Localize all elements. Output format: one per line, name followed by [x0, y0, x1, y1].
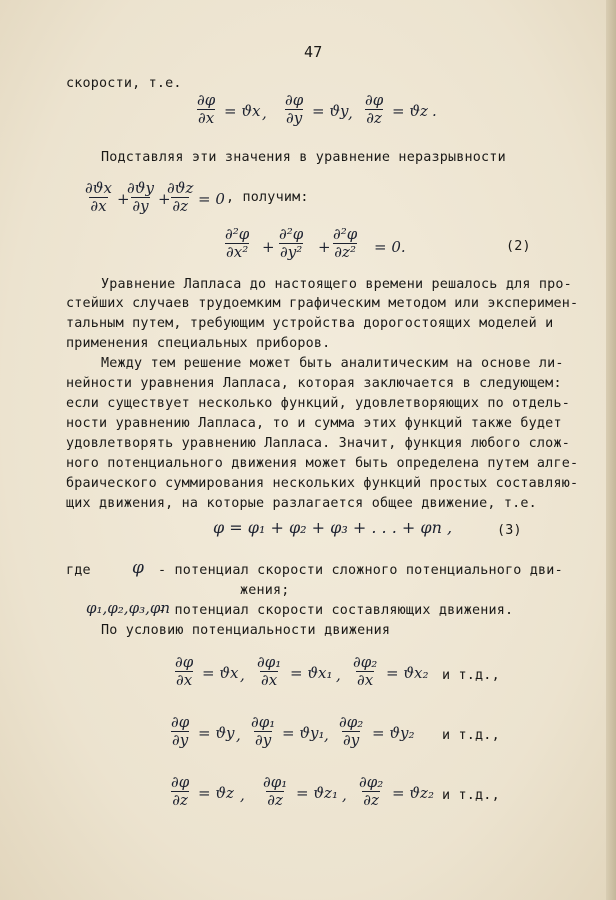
text-line: удовлетворять уравнению Лапласа. Значит, функция любого слож- — [66, 436, 570, 451]
formula-part: = ϑx — [202, 664, 239, 682]
numerator: ∂ϑz — [167, 179, 194, 197]
text-line: стейших случаев трудоемким графическим методом или эксперимен- — [66, 296, 579, 311]
fraction — [256, 654, 282, 689]
fraction — [166, 180, 194, 215]
fraction — [284, 92, 304, 127]
formula-part: = 0. — [374, 238, 406, 256]
text-line: Уравнение Лапласа до настоящего времени решалось для про- — [101, 277, 572, 292]
numerator: ∂φ₂ — [353, 653, 378, 671]
formula-part: = ϑy — [198, 724, 235, 742]
text-line: - потенциал скорости сложного потенциального дви- — [158, 563, 563, 578]
numerator: ∂φ — [197, 91, 216, 109]
denominator: ∂z — [363, 791, 379, 809]
fraction — [126, 180, 155, 215]
formula-part: = ϑx₁ — [290, 664, 333, 682]
text-line: - потенциал скорости составляющих движения. — [158, 603, 514, 618]
fraction — [278, 226, 304, 261]
denominator: ∂x — [357, 671, 374, 689]
formula-plus: + — [117, 190, 130, 208]
formula-part: = ϑz₁ — [296, 784, 338, 802]
text-line: По условию потенциальности движения — [101, 623, 391, 638]
text-line: если существует несколько функций, удовлетворяющих по отдель- — [66, 396, 570, 411]
text-line: нейности уравнения Лапласа, которая заключается в следующем: — [66, 376, 562, 391]
page-number: 47 — [304, 43, 323, 61]
text-line: ности уравнению Лапласа, то и сумма этих функций также будет — [66, 416, 562, 431]
phi-symbol: φ — [132, 558, 144, 578]
fraction — [332, 226, 358, 261]
text-line: ного потенциального движения может быть определена путем алге- — [66, 456, 579, 471]
fraction — [174, 654, 194, 689]
fraction — [352, 654, 378, 689]
denominator: ∂y — [255, 731, 272, 749]
text-line: жения; — [240, 583, 290, 598]
fraction — [84, 180, 113, 215]
formula-comma: , — [236, 726, 241, 744]
denominator: ∂y — [172, 731, 189, 749]
formula-part: = ϑx₂ — [386, 664, 429, 682]
formula-part: = ϑy₁ — [282, 724, 325, 742]
fraction — [358, 774, 384, 809]
numerator: ∂φ₁ — [257, 653, 282, 671]
formula-plus: + — [318, 238, 331, 256]
denominator: ∂z — [267, 791, 283, 809]
fraction — [170, 714, 190, 749]
numerator: ∂²φ — [279, 225, 304, 243]
denominator: ∂x — [90, 197, 107, 215]
numerator: ∂φ — [285, 91, 304, 109]
fraction — [364, 92, 384, 127]
formula-comma: , — [348, 104, 353, 122]
formula-comma: , — [240, 786, 245, 804]
numerator: ∂φ₂ — [359, 773, 384, 791]
denominator: ∂x — [176, 671, 193, 689]
text-line: браического суммирования нескольких функций простых составляю- — [66, 476, 579, 491]
formula-comma: , — [262, 104, 267, 122]
formula-comma: , — [240, 666, 245, 684]
formula-plus: + — [262, 238, 275, 256]
numerator: ∂φ — [365, 91, 384, 109]
text-line: применения специальных приборов. — [66, 336, 331, 351]
numerator: ∂φ — [171, 713, 190, 731]
denominator: ∂z² — [334, 243, 356, 261]
fraction — [196, 92, 216, 127]
fraction — [262, 774, 288, 809]
numerator: ∂²φ — [333, 225, 358, 243]
fraction — [338, 714, 364, 749]
numerator: ∂φ — [171, 773, 190, 791]
numerator: ∂ϑx — [85, 179, 112, 197]
denominator: ∂y — [132, 197, 149, 215]
formula-part: = ϑz₂ — [392, 784, 434, 802]
denominator: ∂x — [261, 671, 278, 689]
formula-part: = 0 — [198, 190, 225, 208]
formula-part: = ϑy₂ — [372, 724, 415, 742]
page-edge — [606, 0, 616, 900]
denominator: ∂x² — [226, 243, 249, 261]
numerator: ∂φ₁ — [263, 773, 288, 791]
formula-eq3: φ = φ₁ + φ₂ + φ₃ + . . . + φn , — [213, 518, 453, 537]
fraction — [170, 774, 190, 809]
formula-comma: , — [336, 666, 341, 684]
formula-comma: , — [342, 786, 347, 804]
denominator: ∂y — [343, 731, 360, 749]
text-line: тальным путем, требующим устройства дорогостоящих моделей и — [66, 316, 554, 331]
equation-number: (3) — [497, 523, 522, 538]
numerator: ∂φ₁ — [251, 713, 276, 731]
formula-part: = ϑx — [224, 102, 261, 120]
numerator: ∂φ — [175, 653, 194, 671]
text-line: и т.д., — [442, 728, 500, 743]
text-line: Подставляя эти значения в уравнение неразрывности — [101, 150, 506, 165]
text-line: и т.д., — [442, 668, 500, 683]
denominator: ∂y — [286, 109, 303, 127]
fraction — [250, 714, 276, 749]
text-line: где — [66, 563, 91, 578]
formula-part: = ϑz — [198, 784, 234, 802]
text-line: скорости, т.е. — [66, 76, 182, 91]
formula-part: = ϑz — [392, 102, 428, 120]
denominator: ∂y² — [280, 243, 303, 261]
text-line: , получим: — [226, 190, 309, 205]
text-line: Между тем решение может быть аналитическим на основе ли- — [101, 356, 564, 371]
equation-number: (2) — [506, 239, 531, 254]
phi-list: φ₁,φ₂,φ₃,φn — [86, 599, 171, 617]
formula-comma: , — [324, 726, 329, 744]
numerator: ∂²φ — [225, 225, 250, 243]
text-line: и т.д., — [442, 788, 500, 803]
denominator: ∂z — [172, 791, 188, 809]
formula-part: = ϑy — [312, 102, 349, 120]
text-line: щих движения, на которые разлагается общее движение, т.е. — [66, 496, 537, 511]
denominator: ∂z — [366, 109, 382, 127]
denominator: ∂z — [172, 197, 189, 215]
formula-dot: . — [432, 102, 437, 120]
formula-plus: + — [158, 190, 171, 208]
fraction — [224, 226, 250, 261]
numerator: ∂φ₂ — [339, 713, 364, 731]
numerator: ∂ϑy — [127, 179, 154, 197]
denominator: ∂x — [198, 109, 215, 127]
